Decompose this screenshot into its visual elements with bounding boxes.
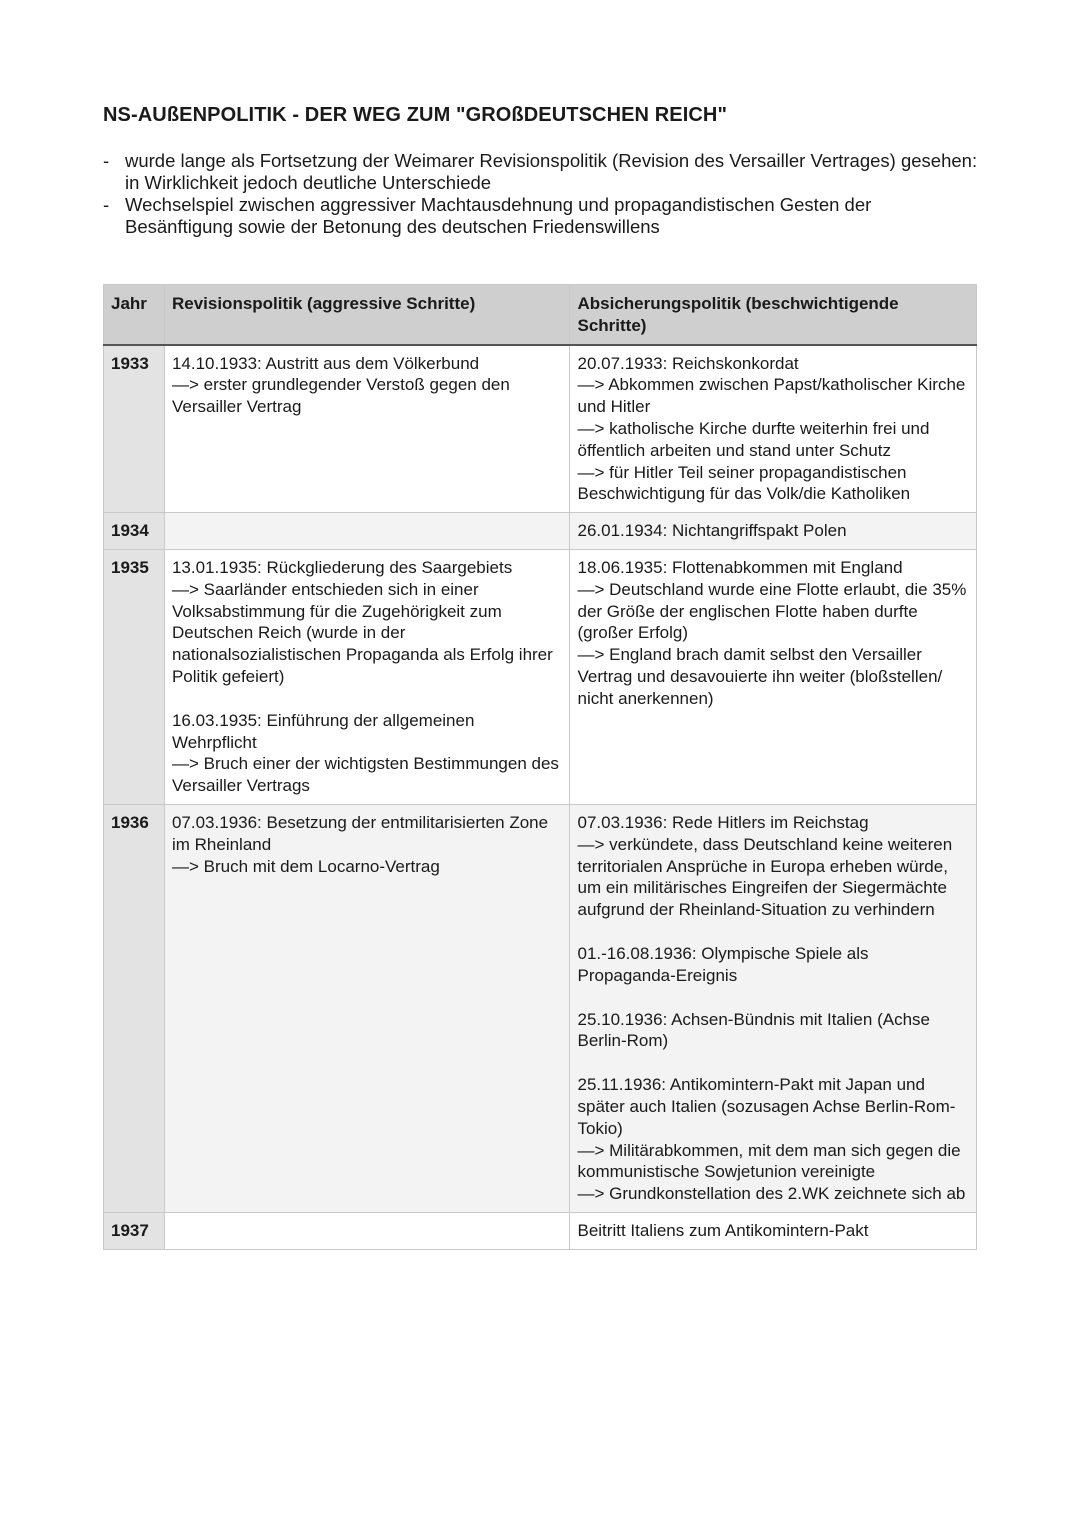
table-row xyxy=(104,804,977,1212)
event-entry xyxy=(172,557,563,688)
intro-item xyxy=(103,194,983,238)
event-title: 13.01.1935: Rückgliederung des Saargebiets xyxy=(171,557,513,577)
row-absicherung-cell xyxy=(570,513,977,550)
event-detail: —> Saarländer entschieden sich in einer Volksabstimmung für die Zugehörigkeit zum Deutschen Reich (wurde in der nationalsozialistischen Propaganda als Erfolg ihrer Politik gefeiert) xyxy=(171,579,553,686)
intro-item-text: Wechselspiel zwischen aggressiver Machtausdehnung und propagandistischen Gesten der Besänftigung sowie der Betonung des deutschen Friedenswillens xyxy=(125,194,872,237)
row-absicherung-cell xyxy=(570,345,977,513)
event-entry xyxy=(172,812,563,877)
row-revision-cell xyxy=(164,513,570,550)
event-title: 16.03.1935: Einführung der allgemeinen Wehrpflicht xyxy=(171,710,475,752)
event-entry xyxy=(577,812,969,921)
event-title: 14.10.1933: Austritt aus dem Völkerbund xyxy=(171,353,480,373)
intro-item-text: wurde lange als Fortsetzung der Weimarer Revisionspolitik (Revision des Versailler Vertrages) gesehen: in Wirklichkeit jedoch deutliche Unterschiede xyxy=(125,150,978,193)
row-revision-cell xyxy=(164,1212,570,1249)
table-row xyxy=(104,549,977,804)
row-year: 1937 xyxy=(104,1212,165,1249)
header-revision: Revisionspolitik (aggressive Schritte) xyxy=(164,285,570,345)
event-entry xyxy=(577,943,969,987)
event-detail: —> für Hitler Teil seiner propagandistischen Beschwichtigung für das Volk/die Katholiken xyxy=(577,462,911,504)
table-row xyxy=(104,513,977,550)
event-entry xyxy=(577,520,969,542)
intro-list xyxy=(103,150,983,238)
row-revision-cell xyxy=(164,804,570,1212)
event-entry xyxy=(577,1220,969,1242)
row-year: 1936 xyxy=(104,804,165,1212)
event-title: 18.06.1935: Flottenabkommen mit England xyxy=(577,557,903,577)
event-detail: —> Grundkonstellation des 2.WK zeichnete sich ab xyxy=(577,1184,966,1204)
event-detail: —> England brach damit selbst den Versailler Vertrag und desavouierte ihn weiter (bloßstellen/ nicht anerkennen) xyxy=(577,645,943,708)
timeline-table xyxy=(103,284,977,1250)
event-title: 26.01.1934: Nichtangriffspakt Polen xyxy=(577,521,847,541)
event-title: 07.03.1936: Rede Hitlers im Reichstag xyxy=(577,812,869,832)
table-row xyxy=(104,1212,977,1249)
event-detail: —> Bruch einer der wichtigsten Bestimmungen des Versailler Vertrags xyxy=(171,754,559,796)
event-title: 07.03.1936: Besetzung der entmilitarisierten Zone im Rheinland xyxy=(171,812,549,854)
event-title: 01.-16.08.1936: Olympische Spiele als Propaganda-Ereignis xyxy=(577,943,869,985)
event-detail: —> verkündete, dass Deutschland keine weiteren territorialen Ansprüche in Europa erheben würde, um ein militärisches Eingreifen der Siegermächte aufgrund der Rheinland-Situation zu verhindern xyxy=(577,834,953,920)
event-detail: —> Bruch mit dem Locarno-Vertrag xyxy=(171,856,440,876)
header-absicherung: Absicherungspolitik (beschwichtigende Schritte) xyxy=(570,285,977,345)
event-detail: —> Deutschland wurde eine Flotte erlaubt, die 35% der Größe der englischen Flotte haben durfte (großer Erfolg) xyxy=(577,579,967,643)
event-detail: —> katholische Kirche durfte weiterhin frei und öffentlich arbeiten und stand unter Schutz xyxy=(577,418,930,460)
event-title: Beitritt Italiens zum Antikomintern-Pakt xyxy=(577,1220,869,1240)
event-detail: —> Abkommen zwischen Papst/katholischer Kirche und Hitler xyxy=(577,375,966,417)
event-detail: —> erster grundlegender Verstoß gegen den Versailler Vertrag xyxy=(171,375,510,417)
bullet-dash: - xyxy=(103,194,110,215)
row-year: 1933 xyxy=(104,345,165,513)
event-title: 25.10.1936: Achsen-Bündnis mit Italien (Achse Berlin-Rom) xyxy=(577,1009,930,1051)
row-revision-cell xyxy=(164,345,570,513)
intro-item xyxy=(103,150,983,194)
event-detail: —> Militärabkommen, mit dem man sich gegen die kommunistische Sowjetunion vereinigte xyxy=(577,1140,961,1182)
event-title: 25.11.1936: Antikomintern-Pakt mit Japan und später auch Italien (sozusagen Achse Berlin-Rom-Tokio) xyxy=(577,1075,956,1138)
bullet-dash: - xyxy=(103,150,110,171)
table-row xyxy=(104,345,977,513)
table-body xyxy=(104,345,977,1250)
event-entry xyxy=(577,1009,969,1053)
row-revision-cell xyxy=(164,549,570,804)
event-entry xyxy=(172,353,563,418)
table-header-row xyxy=(104,285,977,345)
row-absicherung-cell xyxy=(570,1212,977,1249)
page-title: NS-AUßENPOLITIK - DER WEG ZUM "GROßDEUTSCHEN REICH" xyxy=(103,104,728,126)
event-entry xyxy=(172,710,563,797)
header-year: Jahr xyxy=(104,285,165,345)
row-absicherung-cell xyxy=(570,804,977,1212)
event-entry xyxy=(577,353,969,506)
event-title: 20.07.1933: Reichskonkordat xyxy=(577,353,799,373)
row-year: 1935 xyxy=(104,549,165,804)
event-entry xyxy=(577,557,969,710)
row-year: 1934 xyxy=(104,513,165,550)
row-absicherung-cell xyxy=(570,549,977,804)
event-entry xyxy=(577,1074,969,1205)
